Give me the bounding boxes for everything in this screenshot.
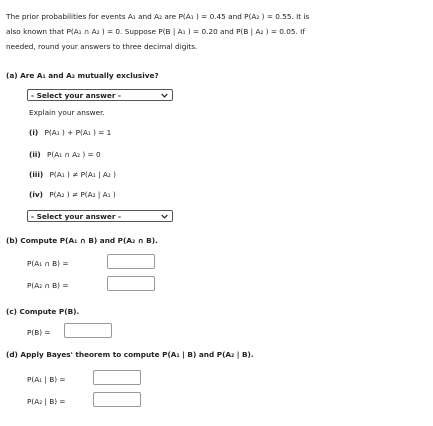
p-a2-given-b-input[interactable] [93, 392, 141, 407]
p-a1-and-b-input[interactable] [107, 254, 155, 269]
option-ii [29, 150, 101, 159]
option-i-text: P(A₁ ) + P(A₁ ) = 1 [44, 128, 112, 137]
option-iii-number: (iii) [29, 170, 44, 179]
intro-line-1: The prior probabilities for events A₁ and A₂ are P(A₁ ) = 0.45 and P(A₂ ) = 0.55. It is [6, 12, 310, 21]
intro-line-3: needed, round your answers to three decimal digits. [6, 42, 198, 51]
part-b-question: (b) Compute P(A₁ ∩ B) and P(A₂ ∩ B). [6, 236, 158, 245]
option-iii-text: P(A₁ ) ≠ P(A₁ | A₂ ) [49, 170, 116, 179]
part-d-row1-label: P(A₁ | B) = [27, 375, 66, 384]
part-d-question: (d) Apply Bayes' theorem to compute P(A₁ | B) and P(A₂ | B). [6, 350, 254, 359]
chevron-down-icon [161, 92, 168, 99]
part-a-select2-label: - Select your answer - [31, 211, 121, 221]
option-iv-number: (iv) [29, 190, 43, 199]
option-iv-text: P(A₂ ) ≠ P(A₂ | A₁ ) [49, 190, 116, 199]
part-a-select-label: - Select your answer - [31, 90, 121, 100]
intro-line-2: also known that P(A₁ ∩ A₂ ) = 0. Suppose P(B | A₁ ) = 0.20 and P(B | A₂ ) = 0.05. If [6, 27, 305, 36]
p-a2-and-b-input[interactable] [107, 276, 155, 291]
option-ii-number: (ii) [29, 150, 41, 159]
part-b-row1-label: P(A₁ ∩ B) = [27, 259, 69, 268]
chevron-down-icon [161, 213, 168, 220]
part-a-question: (a) Are A₁ and A₂ mutually exclusive? [6, 71, 159, 80]
part-d-row2-label: P(A₂ | B) = [27, 397, 66, 406]
option-i-number: (i) [29, 128, 39, 137]
part-a-answer-select[interactable] [27, 89, 173, 101]
part-c-row1-label: P(B) = [27, 328, 51, 337]
part-b-row2-label: P(A₂ ∩ B) = [27, 281, 69, 290]
explain-label: Explain your answer. [29, 108, 105, 117]
part-c-question: (c) Compute P(B). [6, 307, 80, 316]
problem-statement [6, 9, 426, 54]
p-a1-given-b-input[interactable] [93, 370, 141, 385]
p-b-input[interactable] [64, 323, 112, 338]
option-iii [29, 170, 116, 179]
option-ii-text: P(A₁ ∩ A₂ ) = 0 [47, 150, 101, 159]
option-i [29, 128, 111, 137]
part-a-explanation-select[interactable] [27, 210, 173, 222]
option-iv [29, 190, 116, 199]
